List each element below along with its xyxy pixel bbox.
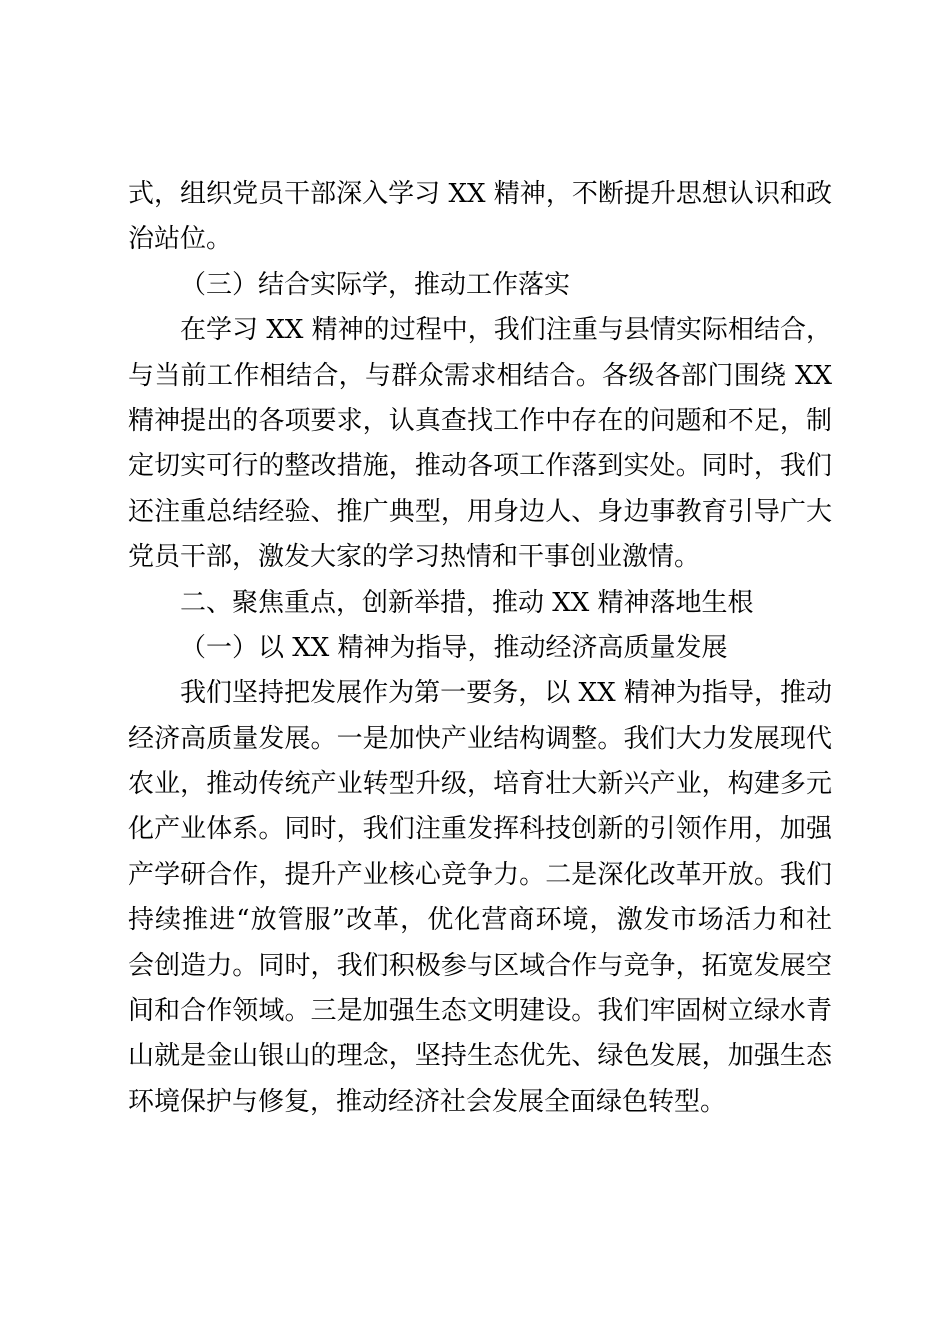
text-line: 化产业体系。同时，我们注重发挥科技创新的引领作用，加强 [128, 814, 832, 845]
text-line: 山就是金山银山的理念，坚持生态优先、绿色发展，加强生态 [128, 1041, 832, 1072]
text-line: 农业，推动传统产业转型升级，培育壮大新兴产业，构建多元 [128, 769, 832, 800]
text-line: 党员干部，激发大家的学习热情和干事创业激情。 [128, 542, 701, 573]
paragraph-first-line: 在学习 XX 精神的过程中，我们注重与县情实际相结合， [180, 315, 832, 346]
section-heading: （三）结合实际学，推动工作落实 [180, 269, 571, 300]
text-line: 间和合作领域。三是加强生态文明建设。我们牢固树立绿水青 [128, 996, 832, 1027]
text-line: 经济高质量发展。一是加快产业结构调整。我们大力发展现代 [128, 723, 832, 754]
text-line: 治站位。 [128, 224, 233, 255]
text-line: 持续推进“放管服”改革，优化营商环境，激发市场活力和社 [128, 905, 832, 936]
paragraph-first-line: 我们坚持把发展作为第一要务，以 XX 精神为指导，推动 [180, 678, 832, 709]
text-line: 定切实可行的整改措施，推动各项工作落到实处。同时，我们 [128, 451, 832, 482]
text-line: 与当前工作相结合，与群众需求相结合。各级各部门围绕 XX [128, 360, 832, 391]
text-line: 还注重总结经验、推广典型，用身边人、身边事教育引导广大 [128, 496, 832, 527]
document-body [128, 172, 832, 1125]
section-heading: （一）以 XX 精神为指导，推动经济高质量发展 [180, 632, 728, 663]
text-line: 式，组织党员干部深入学习 XX 精神，不断提升思想认识和政 [128, 179, 832, 209]
text-line: 产学研合作，提升产业核心竞争力。二是深化改革开放。我们 [128, 859, 832, 890]
text-line: 精神提出的各项要求，认真查找工作中存在的问题和不足，制 [128, 405, 832, 436]
text-line: 环境保护与修复，推动经济社会发展全面绿色转型。 [128, 1086, 727, 1117]
chapter-heading: 二、聚焦重点，创新举措，推动 XX 精神落地生根 [180, 587, 754, 618]
text-line: 会创造力。同时，我们积极参与区域合作与竞争，拓宽发展空 [128, 950, 832, 981]
